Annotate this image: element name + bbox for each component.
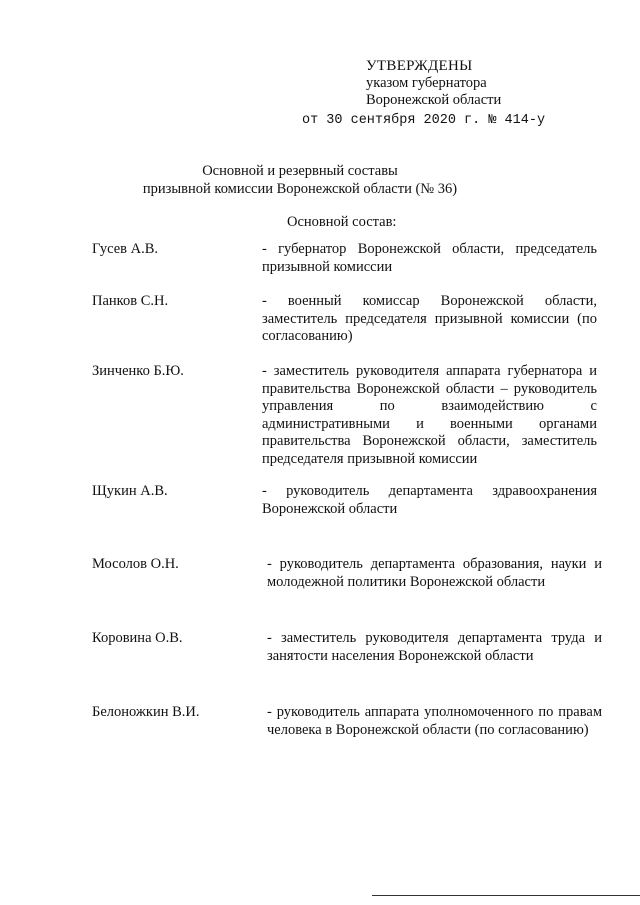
member-role: - губернатор Воронежской области, председатель призывной комиссии <box>262 241 597 275</box>
member-name: Щукин А.В. <box>92 483 168 499</box>
member-name: Панков С.Н. <box>92 293 169 309</box>
member-name: Мосолов О.Н. <box>92 556 179 572</box>
member-name: Белоножкин В.И. <box>92 704 200 720</box>
member-name: Гусев А.В. <box>92 241 158 257</box>
member-name: Зинченко Б.Ю. <box>92 363 184 379</box>
member-name: Коровина О.В. <box>92 630 183 646</box>
member-role: - военный комиссар Воронежской области, заместитель председателя призывной комиссии (по согласованию) <box>262 293 597 344</box>
approved-by: указом губернатора <box>366 75 487 91</box>
document-title-line2: призывной комиссии Воронежской области (№ 36) <box>142 181 458 197</box>
section-subtitle: Основной состав: <box>287 214 397 230</box>
approved-region: Воронежской области <box>366 92 502 108</box>
decree-reference: от 30 сентября 2020 г. № 414-у <box>302 113 546 128</box>
member-role: - руководитель департамента здравоохранения Воронежской области <box>262 483 597 517</box>
member-role: - руководитель департамента образования, науки и молодежной политики Воронежской области <box>267 556 602 590</box>
approved-heading: УТВЕРЖДЕНЫ <box>366 58 473 74</box>
member-role: - заместитель руководителя департамента труда и занятости населения Воронежской области <box>267 630 602 664</box>
approval-block <box>302 58 546 128</box>
document-title-line1: Основной и резервный составы <box>202 163 398 179</box>
member-role: - заместитель руководителя аппарата губернатора и правительства Воронежской области – руководитель управления по взаимодействию с административными и военными органами правительства Воронежской области, заместитель председателя призывной комиссии <box>262 363 597 467</box>
member-role: - руководитель аппарата уполномоченного по правам человека в Воронежской области (по согласованию) <box>267 704 602 738</box>
page-divider <box>372 895 640 896</box>
